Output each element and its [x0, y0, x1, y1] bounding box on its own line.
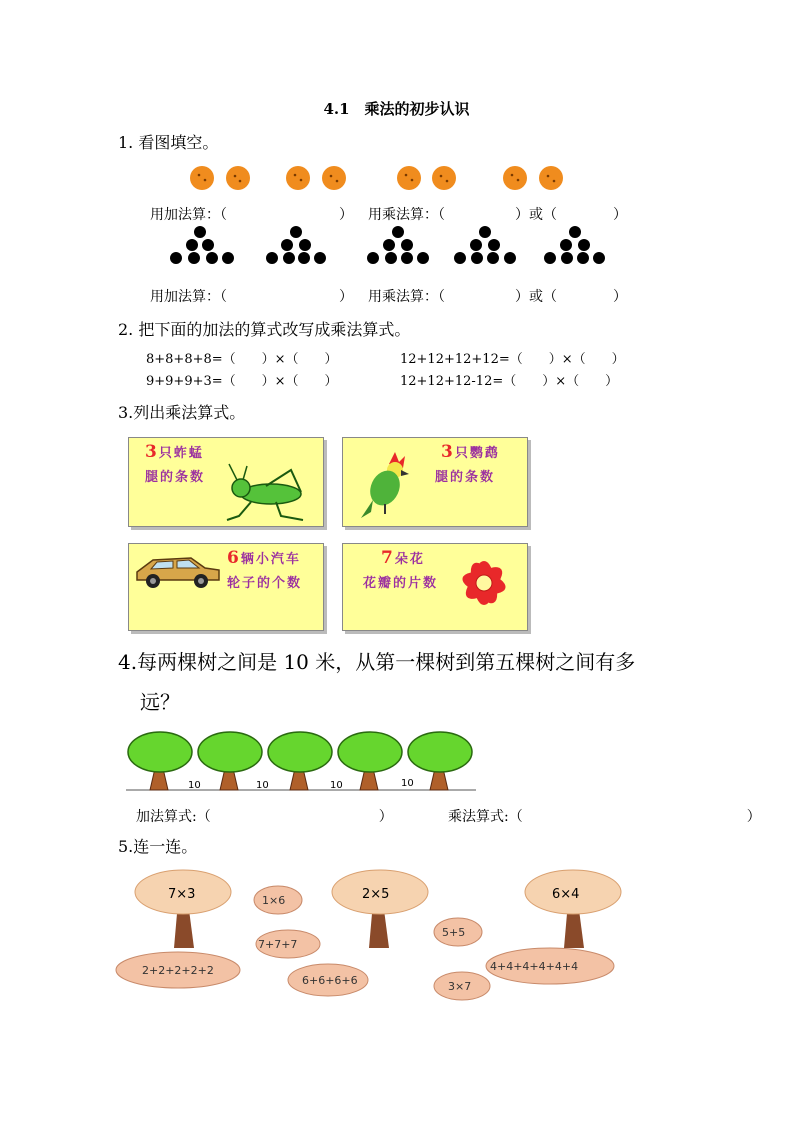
tree-4	[338, 732, 402, 790]
q4-line2: 远？	[140, 690, 180, 714]
card-2-num: 3	[441, 442, 455, 462]
card-3-num: 6	[227, 548, 241, 568]
leaf-2-label: 7+7+7	[258, 938, 298, 951]
card-4-line2: 花瓣的片数	[363, 576, 439, 591]
distance-label-4: 10	[401, 778, 414, 789]
tree-row	[126, 728, 486, 798]
q1-row1-mul: 用乘法算：（ ）或（ ）	[368, 207, 627, 223]
q4-line1: 4.每两棵树之间是 10 米，从第一棵树到第五棵树之间有多	[118, 650, 636, 674]
q1-row2-add: 用加法算：（ ）	[150, 289, 353, 305]
q2-left-2: 9+9+9+3=（ ）×（ ）	[146, 374, 338, 389]
leaf-3-label: 5+5	[442, 926, 466, 939]
tree-3	[268, 732, 332, 790]
q5-heading: 5.连一连。	[118, 837, 198, 856]
orange-dots-row	[0, 160, 793, 200]
leaf-4-label: 2+2+2+2+2	[142, 964, 214, 977]
leaf-7-label: 4+4+4+4+4+4	[490, 960, 579, 973]
tree-1	[128, 732, 192, 790]
card-4-line1	[381, 548, 425, 568]
card-3-line1	[227, 548, 301, 568]
black-triangles-row	[0, 224, 793, 274]
card-3-label: 辆小汽车	[240, 552, 301, 567]
match-picture	[118, 862, 638, 1002]
q3-heading: 3.列出乘法算式。	[118, 403, 246, 422]
q1-row2-mul: 用乘法算：（ ）或（ ）	[368, 289, 627, 305]
card-4-num: 7	[381, 548, 395, 568]
card-parrot	[342, 437, 528, 527]
q5-tree-3	[525, 870, 621, 948]
tree-1-label: 7×3	[168, 887, 196, 902]
q1-heading: 1. 看图填空。	[118, 133, 219, 152]
card-1-line1	[145, 442, 204, 462]
car-icon	[133, 552, 223, 592]
leaf-6-label: 3×7	[448, 980, 472, 993]
q2-right-2: 12+12+12-12=（ ）×（ ）	[400, 374, 619, 389]
tree-2-label: 2×5	[362, 887, 390, 902]
card-flower	[342, 543, 528, 631]
q2-heading: 2. 把下面的加法的算式改写成乘法算式。	[118, 320, 411, 339]
distance-label-2: 10	[256, 780, 269, 791]
card-1-line2: 腿的条数	[145, 470, 206, 485]
leaf-1-label: 1×6	[262, 894, 286, 907]
q5-tree-2	[332, 870, 428, 948]
card-1-label: 只蚱蜢	[158, 446, 204, 461]
q4-add-label: 加法算式:（ ）	[136, 809, 393, 825]
q4-mul-label: 乘法算式:（ ）	[448, 809, 761, 825]
q5-tree-1	[135, 870, 231, 948]
card-grasshopper	[128, 437, 324, 527]
distance-label-3: 10	[330, 780, 343, 791]
q1-row1-add: 用加法算：（ ）	[150, 207, 353, 223]
card-car	[128, 543, 324, 631]
card-2-label: 只鹦鹉	[454, 446, 500, 461]
card-3-line2: 轮子的个数	[227, 576, 303, 591]
leaf-5-label: 6+6+6+6	[302, 974, 358, 987]
page-title: 4.1 乘法的初步认识	[323, 100, 470, 118]
q2-right-1: 12+12+12+12=（ ）×（ ）	[400, 352, 625, 367]
q2-left-1: 8+8+8+8=（ ）×（ ）	[146, 352, 338, 367]
flower-icon	[449, 548, 519, 618]
parrot-icon	[355, 452, 425, 522]
distance-label-1: 10	[188, 780, 201, 791]
card-2-line2: 腿的条数	[435, 470, 496, 485]
grasshopper-icon	[221, 464, 321, 524]
tree-5	[408, 732, 472, 790]
tree-3-label: 6×4	[552, 887, 580, 902]
card-2-line1	[441, 442, 500, 462]
tree-2	[198, 732, 262, 790]
card-4-label: 朵花	[394, 552, 425, 567]
card-1-num: 3	[145, 442, 159, 462]
